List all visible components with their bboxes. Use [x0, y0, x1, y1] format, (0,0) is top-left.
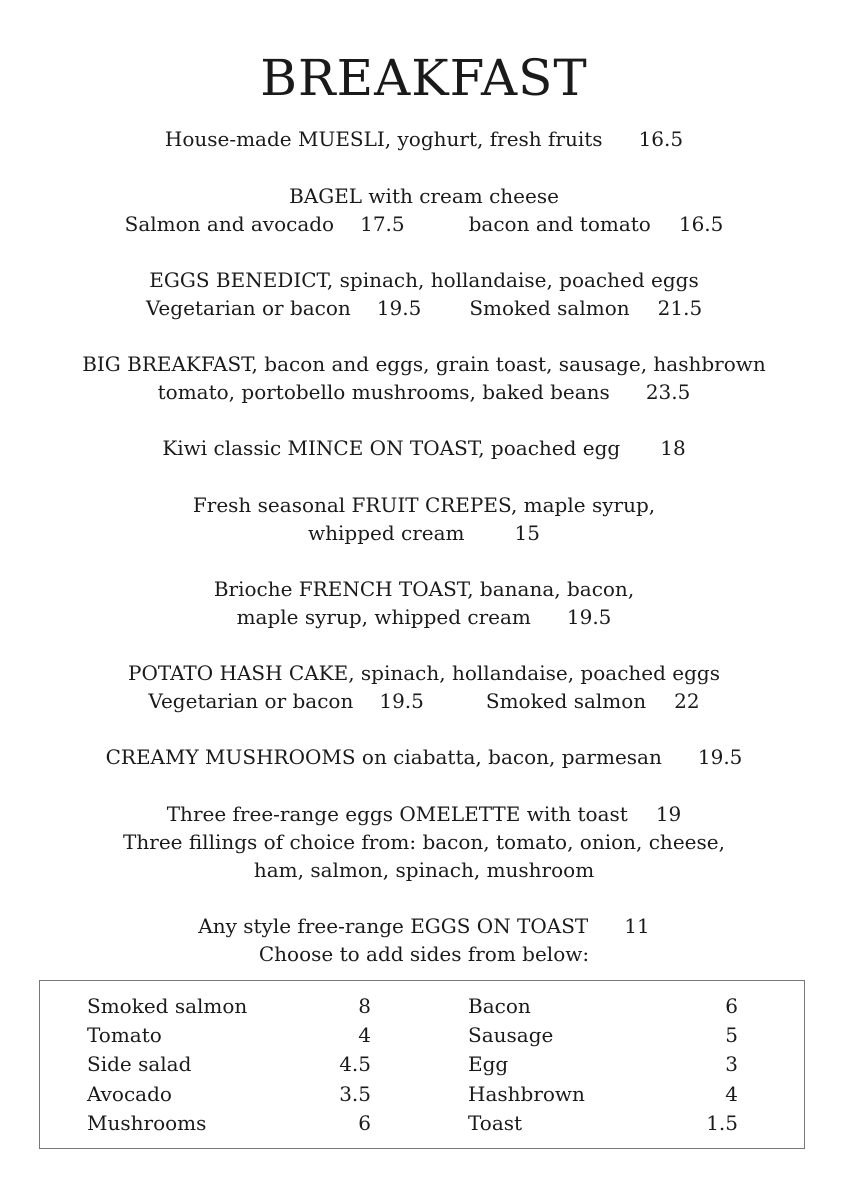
side-item: [468, 1080, 738, 1108]
side-name: Avocado: [87, 1082, 172, 1106]
item-price: 16.5: [638, 127, 684, 151]
item-description: Three fillings of choice from: bacon, tomato, onion, cheese,: [123, 830, 725, 854]
item-description: ham, salmon, spinach, mushroom: [253, 858, 595, 882]
side-item: [87, 1021, 371, 1049]
option-price: 19.5: [379, 689, 424, 713]
menu-item-big-breakfast-line2: [0, 378, 848, 406]
option-price: 21.5: [657, 296, 703, 320]
menu-item-potato-hash-cake-options: [0, 687, 848, 715]
option-price: 22: [674, 689, 700, 713]
item-description: Kiwi classic MINCE ON TOAST, poached egg: [162, 436, 621, 460]
item-description: BIG BREAKFAST, bacon and eggs, grain toast, sausage, hashbrown: [82, 352, 766, 376]
side-item: [87, 1050, 371, 1078]
side-item: [468, 992, 738, 1020]
item-description: tomato, portobello mushrooms, baked beans: [157, 380, 610, 404]
side-name: Smoked salmon: [87, 994, 248, 1018]
menu-item-french-toast: [0, 575, 848, 603]
option-name: Vegetarian or bacon: [148, 689, 354, 713]
item-description: House-made MUESLI, yoghurt, fresh fruits: [164, 127, 603, 151]
option-name: bacon and tomato: [468, 212, 651, 236]
option-price: 19.5: [376, 296, 422, 320]
side-name: Side salad: [87, 1052, 192, 1076]
menu-item-french-toast-line2: [0, 603, 848, 631]
side-name: Mushrooms: [87, 1111, 207, 1135]
side-price: 4.5: [339, 1052, 371, 1076]
menu-item-big-breakfast: [0, 350, 848, 378]
side-price: 4: [725, 1082, 738, 1106]
option-name: Smoked salmon: [485, 689, 647, 713]
menu-item-omelette: [0, 800, 848, 828]
menu-item-fruit-crepes-line2: [0, 519, 848, 547]
menu-item-eggs-on-toast-note: [0, 940, 848, 968]
menu-item-omelette-fillings-line2: [0, 856, 848, 884]
side-name: Tomato: [87, 1023, 162, 1047]
item-description: Fresh seasonal FRUIT CREPES, maple syrup,: [192, 493, 656, 517]
side-name: Bacon: [468, 994, 531, 1018]
menu-item-bagel-options: [0, 210, 848, 238]
item-description: Three free-range eggs OMELETTE with toast: [166, 802, 628, 826]
menu-item-eggs-benedict-options: [0, 294, 848, 322]
menu-item-eggs-benedict: [0, 266, 848, 294]
side-item: [87, 992, 371, 1020]
option-name: Smoked salmon: [469, 296, 630, 320]
side-price: 6: [358, 1111, 371, 1135]
sides-box: [39, 980, 805, 1149]
item-price: 11: [624, 914, 650, 938]
side-price: 5: [725, 1023, 738, 1047]
item-description: Brioche FRENCH TOAST, banana, bacon,: [213, 577, 635, 601]
menu-item-fruit-crepes: [0, 491, 848, 519]
side-name: Toast: [468, 1111, 523, 1135]
side-price: 8: [358, 994, 371, 1018]
item-price: 15: [514, 521, 540, 545]
side-price: 1.5: [706, 1111, 738, 1135]
item-price: 19.5: [697, 745, 743, 769]
side-item: [87, 1109, 371, 1137]
side-item: [87, 1080, 371, 1108]
item-description: CREAMY MUSHROOMS on ciabatta, bacon, parmesan: [105, 745, 662, 769]
item-price: 19: [655, 802, 682, 826]
item-description: Choose to add sides from below:: [258, 942, 590, 966]
side-price: 6: [725, 994, 738, 1018]
menu-item-muesli: [0, 125, 848, 153]
menu-item-bagel: [0, 182, 848, 210]
menu-item-creamy-mushrooms: [0, 743, 848, 771]
option-name: Salmon and avocado: [124, 212, 335, 236]
side-name: Hashbrown: [468, 1082, 585, 1106]
item-description: POTATO HASH CAKE, spinach, hollandaise, poached eggs: [127, 661, 720, 685]
item-description: BAGEL with cream cheese: [289, 184, 559, 208]
side-name: Egg: [468, 1052, 509, 1076]
side-name: Sausage: [468, 1023, 554, 1047]
menu-item-potato-hash-cake: [0, 659, 848, 687]
item-price: 18: [660, 436, 686, 460]
item-price: 19.5: [566, 605, 612, 629]
option-price: 17.5: [360, 212, 405, 236]
side-price: 4: [358, 1023, 371, 1047]
item-description: Any style free-range EGGS ON TOAST: [198, 914, 589, 938]
option-name: Vegetarian or bacon: [145, 296, 351, 320]
side-item: [468, 1109, 738, 1137]
side-item: [468, 1021, 738, 1049]
item-description: whipped cream: [308, 521, 465, 545]
option-price: 16.5: [678, 212, 724, 236]
item-description: EGGS BENEDICT, spinach, hollandaise, poached eggs: [149, 268, 699, 292]
menu-title: BREAKFAST: [260, 49, 588, 107]
menu-item-eggs-on-toast: [0, 912, 848, 940]
menu-item-mince-on-toast: [0, 434, 848, 462]
item-price: 23.5: [645, 380, 691, 404]
item-description: maple syrup, whipped cream: [236, 605, 531, 629]
side-item: [468, 1050, 738, 1078]
side-price: 3: [725, 1052, 738, 1076]
side-price: 3.5: [339, 1082, 371, 1106]
menu-item-omelette-fillings: [0, 828, 848, 856]
